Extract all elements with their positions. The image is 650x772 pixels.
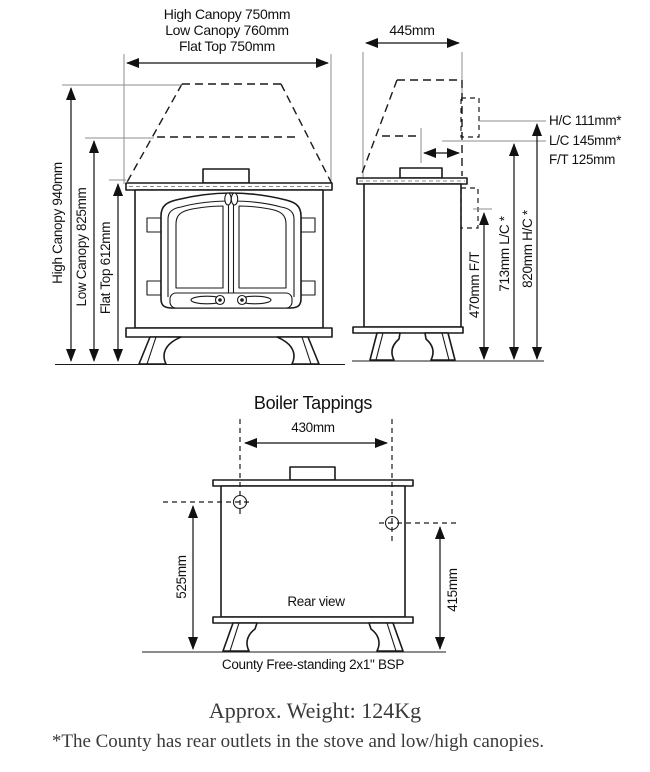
canopy-rear-outlet [461,98,479,137]
front-height-label-low-canopy: Low Canopy 825mm [74,187,89,307]
front-width-dimension [124,54,331,184]
flue-offset-label-lc: L/C 145mm* [549,133,622,148]
stove-legs-front [139,337,319,364]
side-depth-label: 445mm [389,22,435,38]
front-width-label-flat-top: Flat Top 750mm [179,38,275,54]
front-height-label-high-canopy: High Canopy 940mm [50,162,65,284]
flue-offset-dimension [421,121,546,163]
outlet-height-label-ft: 470mm F/T [467,251,482,319]
stove-side [352,168,544,361]
flue-collar-rear [290,467,335,480]
top-plate-rear [213,480,413,486]
door-pin-left [225,193,231,205]
rear-view-title: Boiler Tappings [253,393,373,413]
outlet-height-label-lc: 713mm L/C * [497,216,512,292]
door-pin-right [231,193,237,205]
flue-collar-front [203,169,249,183]
stove-legs-rear [223,623,403,651]
front-view-drawing [50,6,345,365]
side-view-drawing [352,22,622,361]
stove-legs-side [370,333,455,360]
front-height-label-flat-top: Flat Top 612mm [98,221,113,315]
stove-body-side [364,184,461,327]
approx-weight-text: Approx. Weight: 124Kg [208,698,422,723]
flue-collar-side [400,168,442,178]
base-plate-side [353,327,463,333]
right-tapping-height-label: 415mm [445,568,460,612]
rear-outlets-note: *The County has rear outlets in the stove and low/high canopies. [51,731,545,752]
door-bottom-rail [170,293,292,308]
rear-view-drawing [142,393,460,672]
stove-rear-outlet [461,188,478,228]
side-depth-dimension [363,43,462,178]
stove-doors [161,193,301,308]
footer [52,698,544,752]
left-tapping-height-label: 525mm [174,555,189,599]
base-plate-front [126,328,332,337]
tapping-width-label: 430mm [291,420,335,435]
flue-offset-label-hc: H/C 111mm* [549,113,622,128]
rear-view-caption: County Free-standing 2x1" BSP [221,657,405,672]
rear-view-label: Rear view [287,594,345,609]
base-plate-rear [213,617,413,623]
front-width-label-high-canopy: High Canopy 750mm [163,6,291,22]
side-canopy-outline [361,80,462,176]
front-width-label-low-canopy: Low Canopy 760mm [165,22,289,38]
outlet-height-label-hc: 820mm H/C * [520,210,535,288]
flue-offset-label-ft: F/T 125mm [549,152,616,167]
